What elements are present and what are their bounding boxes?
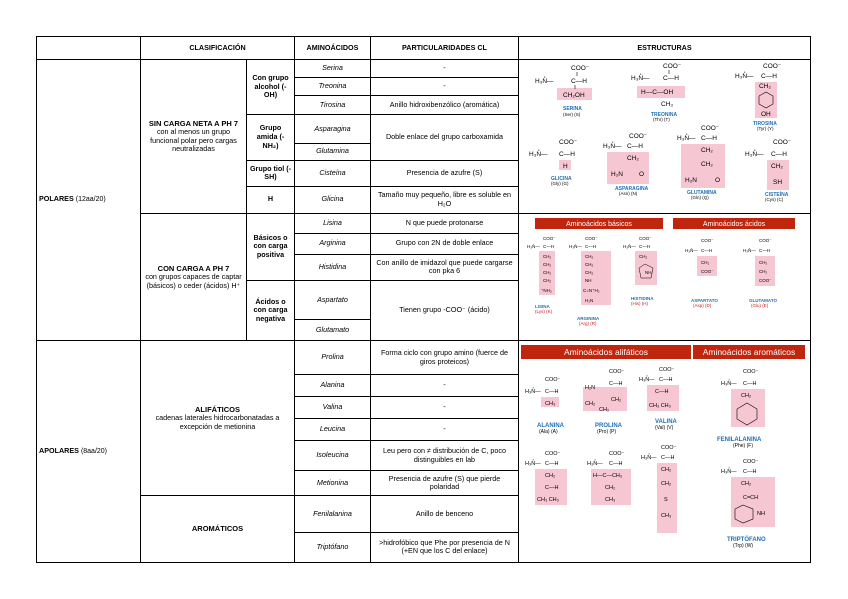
ab-glutamato: (Glu) (E) [751,302,769,308]
header-amino-acids: AMINOÁCIDOS [295,37,371,60]
ch2c-prolina: CH₂ [599,407,610,414]
ch2a-prolina: CH₂ [585,401,596,408]
ch-glutamato: C—H [759,247,770,253]
mol-fenilalanina [717,369,765,449]
aa-serina: Serina [295,60,371,78]
aa-aspartato: Aspartato [295,280,371,320]
oh-tirosina: OH [761,111,771,118]
aromaticos-cell [141,496,295,563]
ab-alanina: (Ala) (A) [539,429,558,436]
ch3-alanina: CH₃ [545,401,556,408]
apolares-label: APOLARES [39,445,79,455]
ab-glicina: (Gly) (G) [551,181,569,186]
mol-metionina [641,445,677,533]
ch-glutamina: C—H [701,135,717,142]
h3n-glutamina: H₃N̊— [677,135,696,142]
ab-tirosina: (Tyr) (Y) [757,126,774,131]
aa-valina: Valina [295,397,371,419]
h3n-tirosina: H₃N̊— [735,73,754,80]
sh-cisteina: SH [773,179,783,186]
h2n-prolina: H₂N [585,385,596,392]
group-apolares [37,341,141,563]
polares-count: (12aa/20) [75,196,106,204]
alifaticos-desc: cadenas laterales hidrocarbonatadas a excepción de metionina [155,413,280,432]
mol-alanina [525,377,565,435]
header-classification: CLASIFICACIÓN [141,37,295,60]
mol-treonina [631,63,685,122]
part-acidos: Tienen grupo -COO⁻ (ácido) [371,280,519,341]
ch-metionina: C—H [661,455,675,462]
coo-glutamina: COO⁻ [701,125,720,132]
ab-prolina: (Pro) (P) [597,429,617,436]
coo-histidina: COO⁻ [639,235,652,241]
name-tirosina: TIROSINA [753,121,777,127]
hcch3-isoleucina: H—C—CH₃ [593,473,623,480]
name-treonina: TREONINA [651,112,678,118]
con-carga-cell [141,213,247,341]
name-valina: VALINA [655,419,677,426]
header-structures: ESTRUCTURAS [519,37,811,60]
name-arginina: ARGININA [577,315,600,321]
ch-triptofano: C—H [743,469,757,476]
name-lisina: LISINA [535,303,550,309]
ch2oh-serina: CH₂OH [563,92,585,99]
coo-serina: COO⁻ [571,65,590,72]
ch2b-prolina: CH₂ [611,397,622,404]
part-arginina: Grupo con 2N de doble enlace [371,233,519,254]
ch2a-metionina: CH₂ [661,467,672,474]
ab-treonina: (Thr) (T) [653,117,670,122]
aa-metionina: Metionina [295,471,371,496]
ch-tirosina: C—H [761,73,777,80]
aa-fenilalanina: Fenilalanina [295,496,371,533]
h3n-alanina: H₃N̊— [525,389,541,396]
con-carga-desc: con grupos capaces de captar (básicos) o ceder (ácidos) H⁺ [145,272,242,290]
coo-triptofano: COO⁻ [743,459,759,466]
h3n-glutamato: H₃N̊— [743,247,756,253]
h3n-isoleucina: H₃N̊— [587,461,603,468]
part-histidina: Con anillo de imidazol que puede cargarse con pka 6 [371,254,519,280]
class-basicos: Básicos o con carga positiva [247,213,295,280]
name-triptofano: TRIPTÓFANO [727,537,766,544]
struct-polares-sin-carga [519,60,811,214]
name-alanina: ALANINA [537,423,564,430]
ch2d-lisina: CH₂ [543,277,552,283]
mol-cisteina [745,139,792,202]
h-glicina: H [563,163,568,170]
h3n-arginina: H₃N̊— [569,243,582,249]
banner-aromaticos: Aminoácidos aromáticos [702,347,796,358]
mol-glicina [529,139,578,186]
mol-asparagina [603,133,649,196]
ch-serina: C—H [571,78,587,85]
h3n-metionina: H₃N̊— [641,455,657,462]
ch2a-glutamina: CH₂ [701,147,713,154]
ch2-cisteina: CH₂ [771,163,783,170]
h3n-valina: H₃N̊— [639,377,655,384]
class-amida: Grupo amida (-NH₂) [247,115,295,161]
ch2-asparagina: CH₂ [627,155,639,162]
aa-cisteina: Cisteína [295,160,371,186]
h3n-aspartato: H₃N̊— [685,247,698,253]
ch2-fenilalanina: CH₂ [741,393,752,400]
sin-carga-desc: con al menos un grupo funcional polar pero cargas neutralizadas [150,127,237,154]
ab-arginina: (Arg) (R) [579,320,597,326]
aa-lisina: Lisina [295,213,371,233]
ch-treonina: C—H [663,75,679,82]
ch2-leucina: CH₂ [545,473,556,480]
part-fenilalanina: Anillo de benceno [371,496,519,533]
class-acidos: Ácidos o con carga negativa [247,280,295,341]
ch2a-arginina: CH₂ [585,253,594,259]
name-prolina: PROLINA [595,423,622,430]
h2n-asparagina: H₂N [611,171,623,178]
ch2b-glutamato: CH₂ [759,268,768,274]
aa-glutamina: Glutamina [295,143,371,160]
mol-histidina [623,236,657,306]
class-alcohol: Con grupo alcohol (-OH) [247,60,295,115]
aa-glutamato: Glutamato [295,320,371,341]
nh-triptofano: NH [757,511,765,518]
mol-tirosina [735,63,782,131]
coo-valina: COO⁻ [659,367,675,374]
ch-prolina: C—H [609,381,623,388]
ch2-histidina: CH₂ [639,253,648,259]
h3n-serina: H₃N̊— [535,78,554,85]
coo-cisteina: COO⁻ [773,139,792,146]
nh2-arginina: H₂N [585,297,594,303]
con-carga-title: CON CARGA A PH 7 [157,263,230,273]
name-glicina: GLICINA [551,176,572,182]
coo-glicina: COO⁻ [559,139,578,146]
c-nh2-arginina: C=N⁺H₂ [583,287,600,293]
class-h: H [247,186,295,213]
ch2-tirosina: CH₂ [759,83,771,90]
ch-valina: C—H [659,377,673,384]
mol-prolina [583,369,627,435]
mol-serina [535,65,592,117]
part-triptofano: >hidrofóbico que Phe por presencia de N (+EN que los C del enlace) [371,532,519,562]
part-prolina: Forma ciclo con grupo amino (fuerce de giros proteicos) [371,341,519,375]
part-valina: - [371,397,519,419]
hcoh-treonina: H—C—OH [641,89,674,96]
struct-svg-apolares [521,343,807,557]
coo2-aspartato: COO⁻ [701,268,714,274]
ab-aspartato: (Asp) (D) [693,302,712,308]
h3n-fenilalanina: H₃N̊— [721,381,737,388]
ch2b-arginina: CH₂ [585,261,594,267]
ch2c-lisina: CH₂ [543,269,552,275]
part-serina: - [371,60,519,78]
aa-treonina: Treonina [295,78,371,96]
coo-treonina: COO⁻ [663,63,682,70]
aa-arginina: Arginina [295,233,371,254]
ch-valina-side: C—H [655,389,669,396]
coo-prolina: COO⁻ [609,369,625,376]
aa-histidina: Histidina [295,254,371,280]
ch3-isoleucina: CH₃ [605,497,616,504]
ch-fenilalanina: C—H [743,381,757,388]
coo-metionina: COO⁻ [661,445,677,452]
struct-apolares [519,341,811,563]
coo-tirosina: COO⁻ [763,63,782,70]
struct-polares-con-carga [519,213,811,341]
header-particularities: PARTICULARIDADES CL [371,37,519,60]
part-cisteina: Presencia de azufre (S) [371,160,519,186]
ch-glicina: C—H [559,151,575,158]
part-lisina: N que puede protonarse [371,213,519,233]
ch2b-glutamina: CH₂ [701,161,713,168]
ch3ch3-leucina: CH₃ CH₃ [537,497,559,504]
h3n-leucina: H₃N̊— [525,461,541,468]
c-ch-triptofano: C=CH [743,495,759,502]
aa-asparagina: Asparagina [295,115,371,144]
coo-arginina: COO⁻ [585,235,598,241]
alifaticos-title: ALIFÁTICOS [195,404,240,414]
ch-leucina-side: C—H [545,485,559,492]
ch2-aspartato: CH₂ [701,259,710,265]
aa-isoleucina: Isoleucina [295,441,371,471]
h3n-asparagina: H₃N̊— [603,143,622,150]
o-glutamina: O [715,177,721,184]
name-glutamato: GLUTAMATO [749,297,777,303]
header-row [37,37,811,60]
aa-glicina: Glicina [295,186,371,213]
part-metionina: Presencia de azufre (S) que pierde polaridad [371,471,519,496]
coo-lisina: COO⁻ [543,235,556,241]
mol-lisina [527,236,556,314]
name-aspartato: ASPARTATO [691,297,718,303]
h3n-treonina: H₃N̊— [631,75,650,82]
sin-carga-cell [141,60,247,214]
o-asparagina: O [639,171,645,178]
ab-valina: (Val) (V) [655,425,674,432]
apolares-count: (8aa/20) [80,447,108,455]
coo-fenilalanina: COO⁻ [743,369,759,376]
part-leucina: - [371,419,519,441]
aa-leucina: Leucina [295,419,371,441]
h3n-cisteina: H₃N̊— [745,151,764,158]
aa-alanina: Alanina [295,375,371,397]
struct-svg-sin-carga [521,62,807,208]
nh-histidina: NH [645,269,652,275]
mol-isoleucina [587,451,631,505]
ch-arginina: C—H [585,243,596,249]
name-serina: SERINA [563,106,582,112]
ch-alanina: C—H [545,389,559,396]
part-tirosina: Anillo hidroxibenzólico (aromática) [371,96,519,115]
ch3-treonina: CH₃ [661,101,674,108]
ch2c-arginina: CH₂ [585,269,594,275]
ab-lisina: (Lys) (K) [535,308,553,314]
h2n-glutamina: H₂N [685,177,697,184]
banner-basicos: Aminoácidos básicos [566,220,632,228]
part-alanina: - [371,375,519,397]
ch2a-lisina: CH₂ [543,253,552,259]
coo-glutamato: COO⁻ [759,237,772,243]
ab-triptofano: (Trp) (W) [733,543,754,550]
aa-tirosina: Tirosina [295,96,371,115]
ab-serina: (Ser) (S) [563,112,581,117]
ch-isoleucina: C—H [609,461,623,468]
name-histidina: HISTIDINA [631,295,654,301]
h3n-histidina: H₃N̊— [623,243,636,249]
mol-valina [639,367,679,431]
name-fenilalanina: FENILALANINA [717,437,762,444]
coo-alanina: COO⁻ [545,377,561,384]
polares-label: POLARES [39,194,74,204]
ch2b-lisina: CH₂ [543,261,552,267]
mol-glutamato [743,238,777,308]
mol-glutamina [677,125,725,200]
ch2a-glutamato: CH₂ [759,259,768,265]
ch-histidina: C—H [639,243,650,249]
corner-cell [37,37,141,60]
ch3ch3-valina: CH₃ CH₃ [649,403,671,410]
mol-triptofano [721,459,775,549]
class-tiol: Grupo tiol (-SH) [247,160,295,186]
ch-cisteina: C—H [771,151,787,158]
mol-aspartato [685,238,718,308]
ch2-triptofano: CH₂ [741,481,752,488]
name-glutamina: GLUTAMINA [687,190,717,196]
alifaticos-cell [141,341,295,496]
ch-leucina: C—H [545,461,559,468]
h3n-triptofano: H₃N̊— [721,469,737,476]
banner-alifaticos: Aminoácidos alifáticos [563,347,649,358]
s-metionina: S [664,497,668,504]
ch2-isoleucina: CH₂ [605,485,616,492]
ch-lisina: C—H [543,243,554,249]
coo-aspartato: COO⁻ [701,237,714,243]
sin-carga-title: SIN CARGA NETA A PH 7 [148,118,239,128]
part-glicina: Tamaño muy pequeño, libre es soluble en H₂O [371,186,519,213]
coo2-glutamato: COO⁻ [759,277,772,283]
h3n-glicina: H₃N̊— [529,151,548,158]
nh-arginina: NH [585,277,592,283]
ab-histidina: (His) (H) [631,300,648,306]
struct-svg-con-carga [521,216,807,336]
mol-leucina [525,451,567,505]
ab-glutamina: (Gln) (Q) [691,195,709,200]
name-asparagina: ASPARAGINA [615,186,649,192]
ab-asparagina: (Asn) (N) [619,191,638,196]
part-treonina: - [371,78,519,96]
coo-asparagina: COO⁻ [629,133,648,140]
ch3-metionina: CH₃ [661,513,672,520]
coo-leucina: COO⁻ [545,451,561,458]
mol-arginina [569,236,611,326]
ch-asparagina: C—H [627,143,643,150]
group-polares [37,60,141,341]
h3n-lisina: H₃N̊— [527,243,540,249]
name-cisteina: CISTEÍNA [765,192,789,198]
part-amida: Doble enlace del grupo carboxamida [371,115,519,161]
aa-triptofano: Triptófano [295,532,371,562]
aa-prolina: Prolina [295,341,371,375]
part-isoleucina: Leu pero con ≠ distribución de C, poco distinguibles en lab [371,441,519,471]
aromaticos-title: AROMÁTICOS [191,524,244,534]
amino-acid-table [36,36,811,563]
ab-cisteina: (Cys) (C) [765,197,784,202]
ch2b-metionina: CH₂ [661,481,672,488]
coo-isoleucina: COO⁻ [609,451,625,458]
highlight-triptofano [731,477,775,527]
nh3-lisina: ⁺NH₃ [541,287,552,293]
ch-aspartato: C—H [701,247,712,253]
ab-fenilalanina: (Phe) (F) [733,443,753,450]
banner-acidos: Aminoácidos ácidos [702,220,766,228]
